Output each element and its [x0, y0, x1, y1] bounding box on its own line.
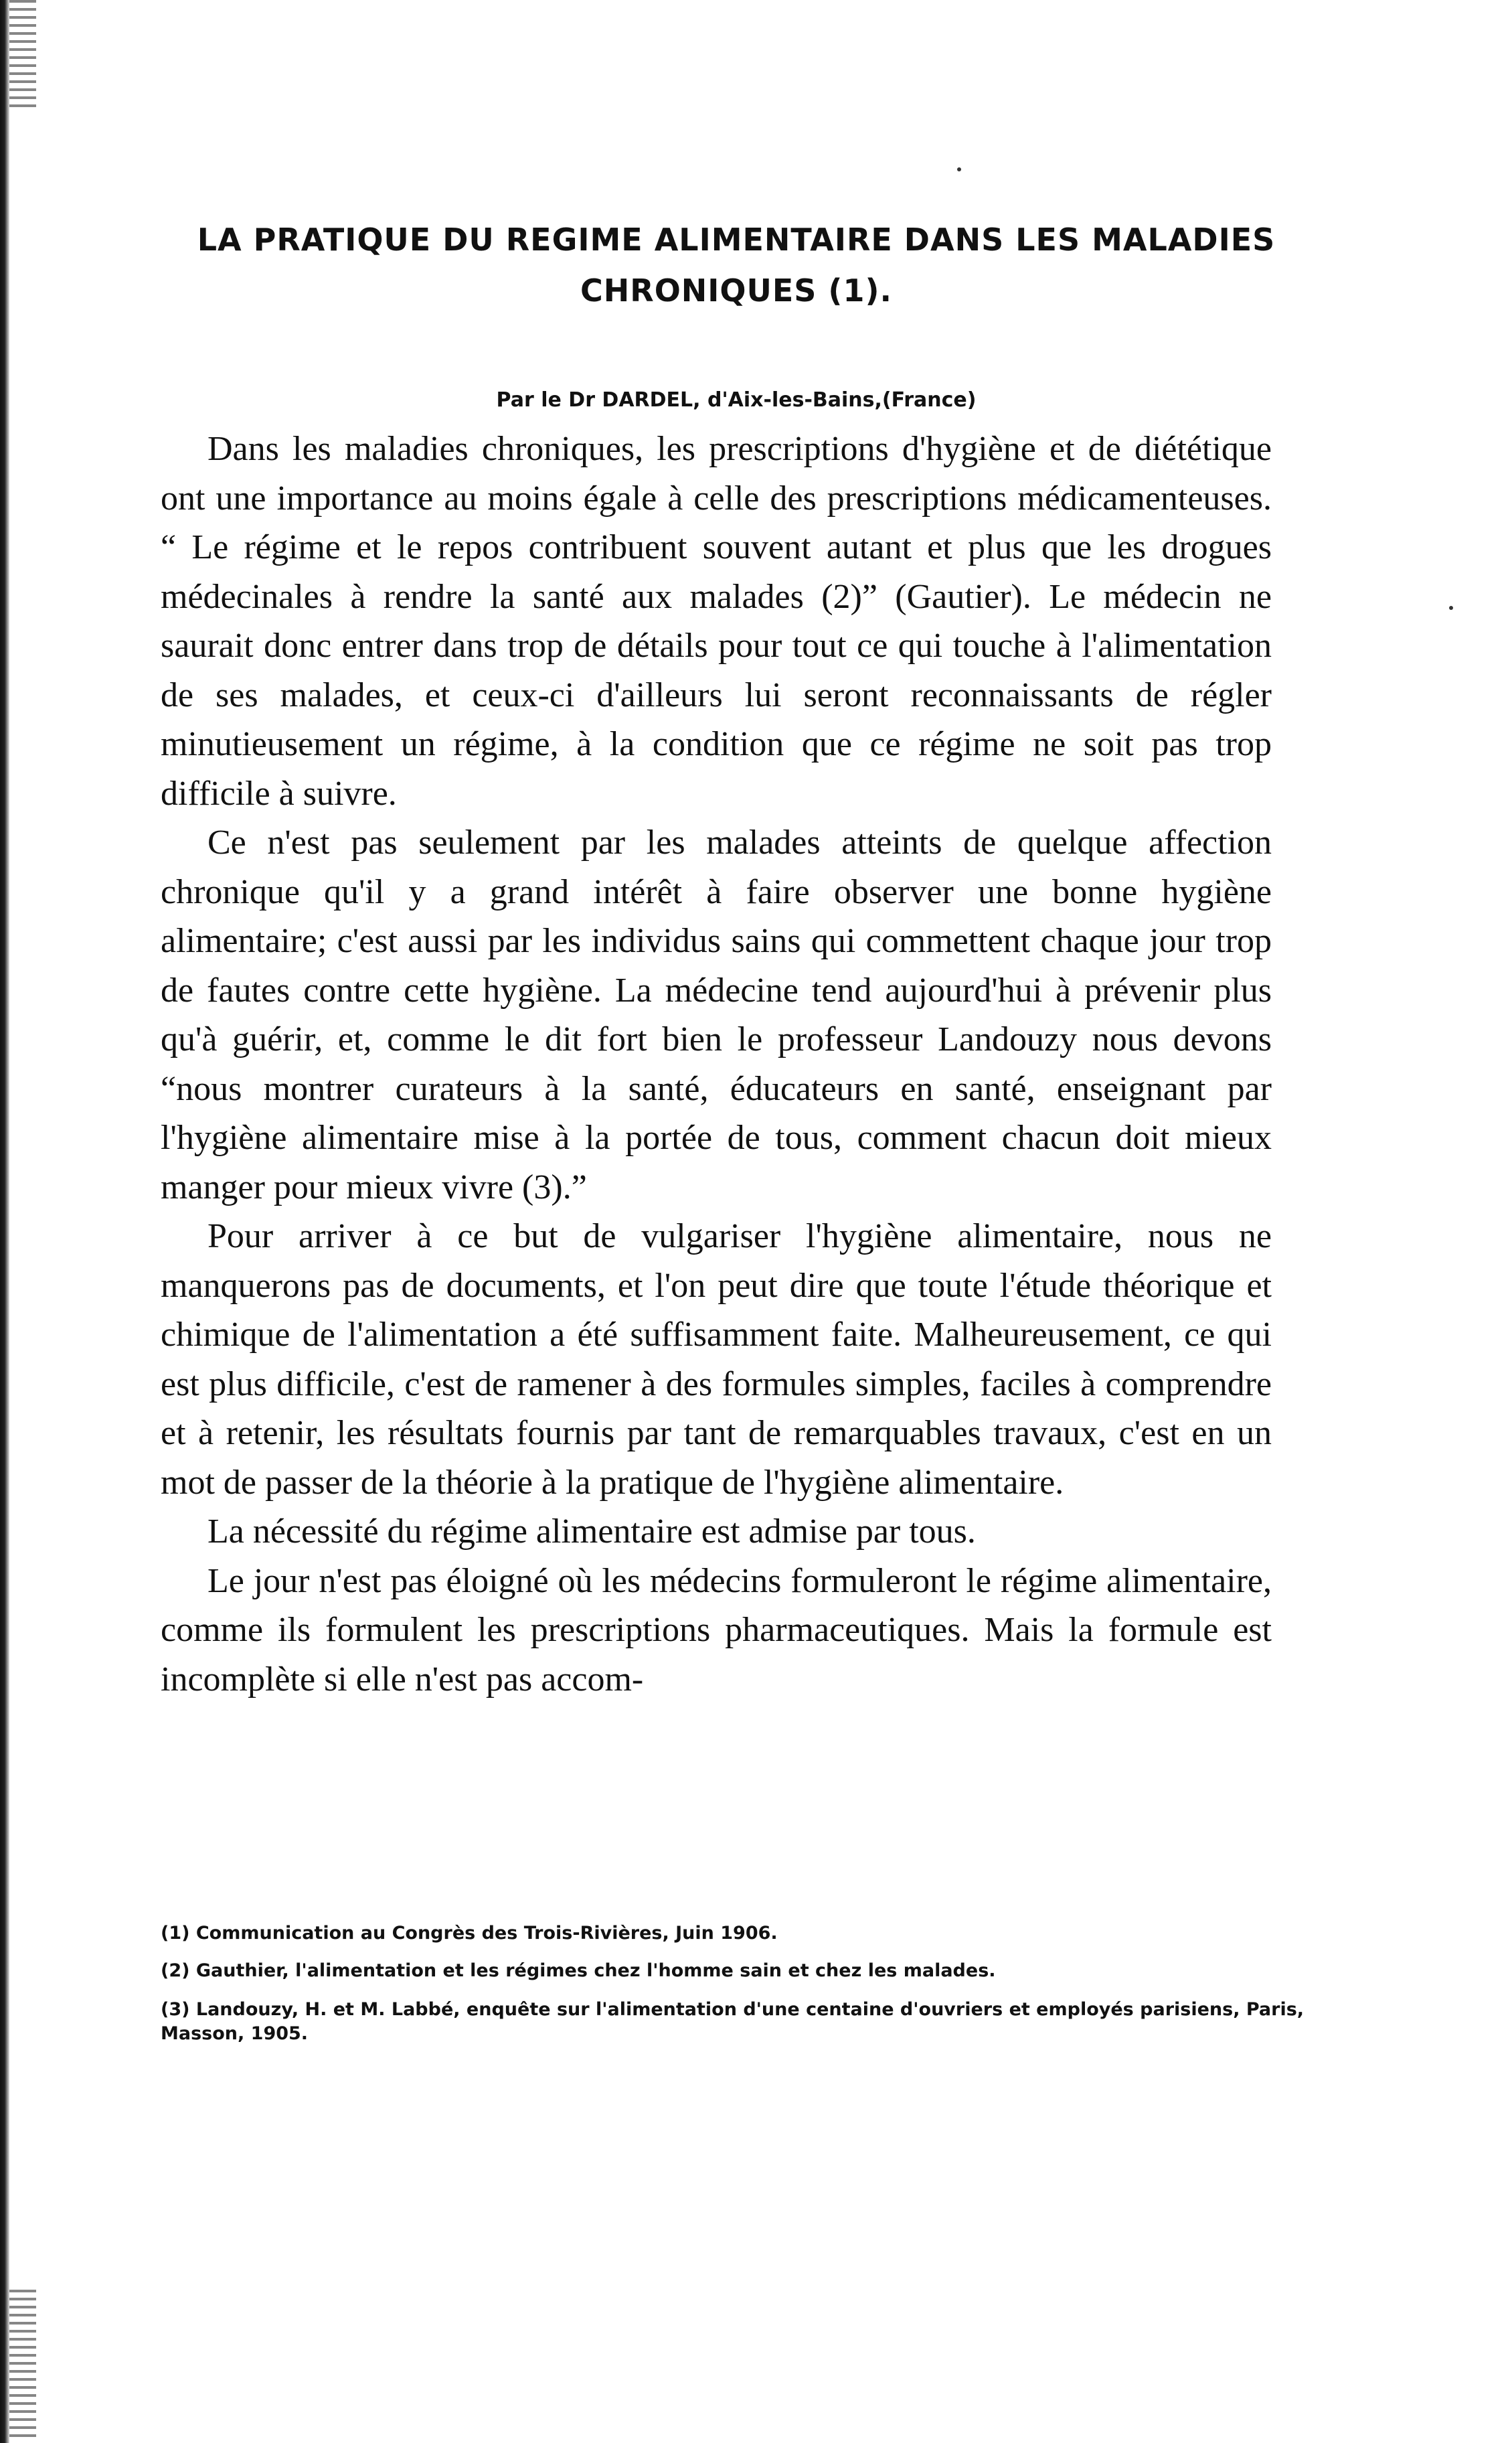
article-title	[161, 214, 1312, 316]
paragraph: Le jour n'est pas éloigné où les médecins formuleront le régime alimentaire, comme ils formulent les prescriptions pharmaceutiques. Mais la formule est incomplète si elle n'est pas accom-	[161, 1561, 1272, 1699]
scan-edge	[0, 0, 9, 2443]
article-body	[161, 408, 1272, 1704]
scan-speck	[957, 167, 961, 171]
footnotes	[161, 1915, 1319, 2046]
scan-artifact	[9, 2290, 36, 2437]
author-byline: Par le Dr DARDEL, d'Aix-les-Bains,(France)	[496, 388, 977, 412]
paragraph: Dans les maladies chroniques, les prescriptions d'hygiène et de diététique ont une importance au moins égale à celle des prescriptions médicamenteuses. “ Le régime et le repos contribuent souvent autant et plus que les drogues médecinales à rendre la santé aux malades (2)” (Gautier). Le médecin ne saurait donc entrer dans trop de détails pour tout ce qui touche à l'alimentation de ses malades, et ceux-ci d'ailleurs lui seront reconnaissants de régler minutieusement un régime, à la condition que ce régime ne soit pas trop difficile à suivre.	[161, 430, 1272, 813]
footnote-3: (3) Landouzy, H. et M. Labbé, enquête sur l'alimentation d'une centaine d'ouvriers et employés parisiens, Paris, Masson, 1905.	[161, 1999, 1305, 2044]
title-line-2: CHRONIQUES (1).	[580, 272, 892, 309]
scan-artifact	[9, 0, 36, 107]
title-line-1: LA PRATIQUE DU REGIME ALIMENTAIRE DANS LES MALADIES	[197, 222, 1276, 258]
paragraph: Pour arriver à ce but de vulgariser l'hygiène alimentaire, nous ne manquerons pas de documents, et l'on peut dire que toute l'étude théorique et chimique de l'alimentation a été suffisamment faite. Malheureusement, ce qui est plus difficile, c'est de ramener à des formules simples, faciles à comprendre et à retenir, les résultats fournis par tant de remarquables travaux, c'est en un mot de passer de la théorie à la pratique de l'hygiène alimentaire.	[161, 1217, 1272, 1502]
scan-speck	[1449, 606, 1453, 610]
footnote-1: (1) Communication au Congrès des Trois-Rivières, Juin 1906.	[161, 1923, 778, 1944]
paragraph: Ce n'est pas seulement par les malades atteints de quelque affection chronique qu'il y a grand intérêt à faire observer une bonne hygiène alimentaire; c'est aussi par les individus sains qui commettent chaque jour trop de fautes contre cette hygiène. La médecine tend aujourd'hui à prévenir plus qu'à guérir, et, comme le dit fort bien le professeur Landouzy nous devons “nous montrer curateurs à la santé, éducateurs en santé, enseignant par l'hygiène alimentaire mise à la portée de tous, comment chacun doit mieux manger pour mieux vivre (3).”	[161, 823, 1272, 1206]
paragraph: La nécessité du régime alimentaire est admise par tous.	[207, 1512, 976, 1551]
footnote-2: (2) Gauthier, l'alimentation et les régimes chez l'homme sain et chez les malades.	[161, 1960, 996, 1981]
